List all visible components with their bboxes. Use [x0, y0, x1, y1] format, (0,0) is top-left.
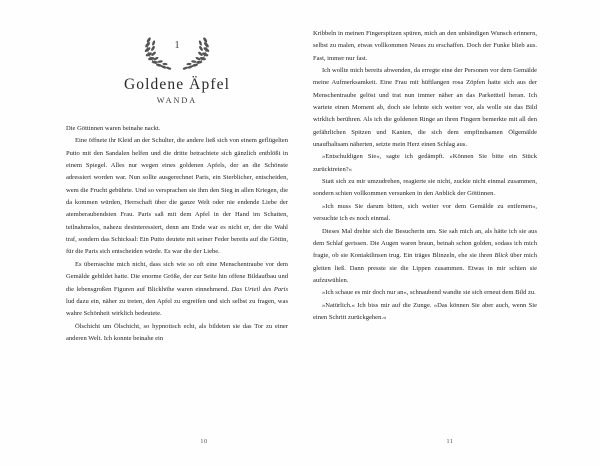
page-number-left: 10 — [200, 439, 208, 445]
paragraph: »Ich muss Sie darum bitten, sich weiter vor dem Gemälde zu entfernen«, versuchte ich es noch einmal. — [313, 202, 537, 223]
right-page — [300, 0, 600, 467]
chapter-number: 1 — [174, 39, 180, 51]
paragraph: Ich wollte mich bereits abwenden, da erregte eine der Personen vor dem Gemälde meine Aufmerksamkeit. Eine Frau mit hüftlangen rosa Zöpfen hatte sich aus der Menschentraube gelöst und trat nun immer näher an das Parkettteil heran. Ich wartete einen Moment ab, doch sie lehnte sich weiter vor, als wolle sie das Bild wirklich berühren. Als ich die goldenen Ringe an ihren Fingern bemerkte mit all den gefährlichen Spitzen und Kanten, die sich dem empfindsamen Ölgemälde unaufhaltsam näherten, setzte mein Herz einen Schlag aus. — [313, 67, 537, 149]
chapter-opener — [66, 28, 288, 105]
paragraph: »Natürlich.« Ich biss mir auf die Zunge. »Das können Sie aber auch, wenn Sie einen Schritt zurückgehen.« — [313, 301, 537, 321]
paragraph-text-after-italic: über mich gleiten ließ. Dann presste sie die Lippen zusammen. Etwas in mir schien sie aufzuwühlen. — [313, 252, 537, 284]
paragraph: Kribbeln in meinen Fingerspitzen spüren, mich an den unbändigen Wunsch erinnern, selbst zu malen, etwas vollkommen Neues zu erschaffen. Doch der Funke blieb aus. Fast, immer nur fast. — [313, 30, 537, 62]
paragraph: Eine öffnete ihr Kleid an der Schulter, die andere ließ sich von einem geflügelten Putto mit den Sandalen helfen und die dritte betrachtete sich gänzlich entblößt in einem Spiegel. Alles nur wegen eines goldenen Apfels, der an die Schönste adressiert worden war. Nun sollte ausgerechnet Paris, ein Sterblicher, entscheiden, wem die Frucht gebührte. Und so versprachen sie ihm den Sieg in allen Kriegen, die da kommen würden, Herrschaft über die ganze Welt oder nie endende Liebe der atemberaubendsten Frau. Paris saß mit dem Apfel in der Hand im Schatten, teilnahmslos, nahezu desinteressiert, denn am Ende war es nicht er, der die Wahl traf, sondern das Schicksal: Ein Putto deutete mit seiner Feder bereits auf die Göttin, für die Paris sich entscheiden würde. Es war die der Liebe. — [66, 137, 288, 256]
paragraph — [66, 259, 288, 321]
chapter-subtitle: WANDA — [156, 96, 198, 106]
chapter-title: Goldene Äpfel — [124, 76, 230, 93]
paragraph-text-after-italic: lud dazu ein, näher zu treten, den Apfel zu ergreifen und sich selbst zu fragen, was wahre Schönheit wirklich bedeutete. — [66, 297, 288, 318]
italic-word: Blick — [494, 252, 508, 260]
paragraph: »Ich schaue es mir doch nur an«, schnaubend wandte sie sich erneut dem Bild zu. — [322, 289, 536, 297]
italic-title: Das Urteil des Paris — [231, 285, 289, 293]
right-page-body — [313, 28, 537, 324]
paragraph-text-before-italic: Dieses Mal drehte sich die Besucherin um. Sie sah mich an, als hätte ich sie aus dem Schlaf gerissen. Die Augen waren braun, beinah schon golden, sodass ich mich fragte, ob sie Kontaktlinsen trug. Ein träges Blinzeln, ehe sie ihren — [313, 227, 537, 260]
paragraph: Die Göttinnen waren beinahe nackt. — [66, 125, 161, 133]
paragraph: Statt sich zu mir umzudrehen, reagierte sie nicht, zuckte nicht einmal zusammen, sondern schien vollkommen versunken in den Anblick der Göttinnen. — [313, 178, 537, 198]
paragraph: Ölschicht um Ölschicht, so hypnotisch echt, als bildeten sie das Tor zu einer anderen Welt. Ich konnte beinahe ein — [66, 322, 288, 342]
page-number-right: 11 — [446, 439, 454, 445]
laurel-wreath-ornament — [141, 32, 213, 72]
paragraph: »Entschuldigen Sie«, sagte ich gedämpft. »Können Sie bitte ein Stück zurücktreten?« — [313, 153, 537, 173]
paragraph — [313, 226, 537, 288]
paragraph-text-before-italic: Es überraschte mich nicht, dass sich wie so oft eine Menschentraube vor dem Gemälde gebildet hatte. Die enorme Größe, der zur Seite hin offene Bildaufbau und die lebensgroßen Figuren auf Blickhöhe waren einnehmend. — [66, 260, 288, 293]
left-page-body — [66, 123, 288, 345]
